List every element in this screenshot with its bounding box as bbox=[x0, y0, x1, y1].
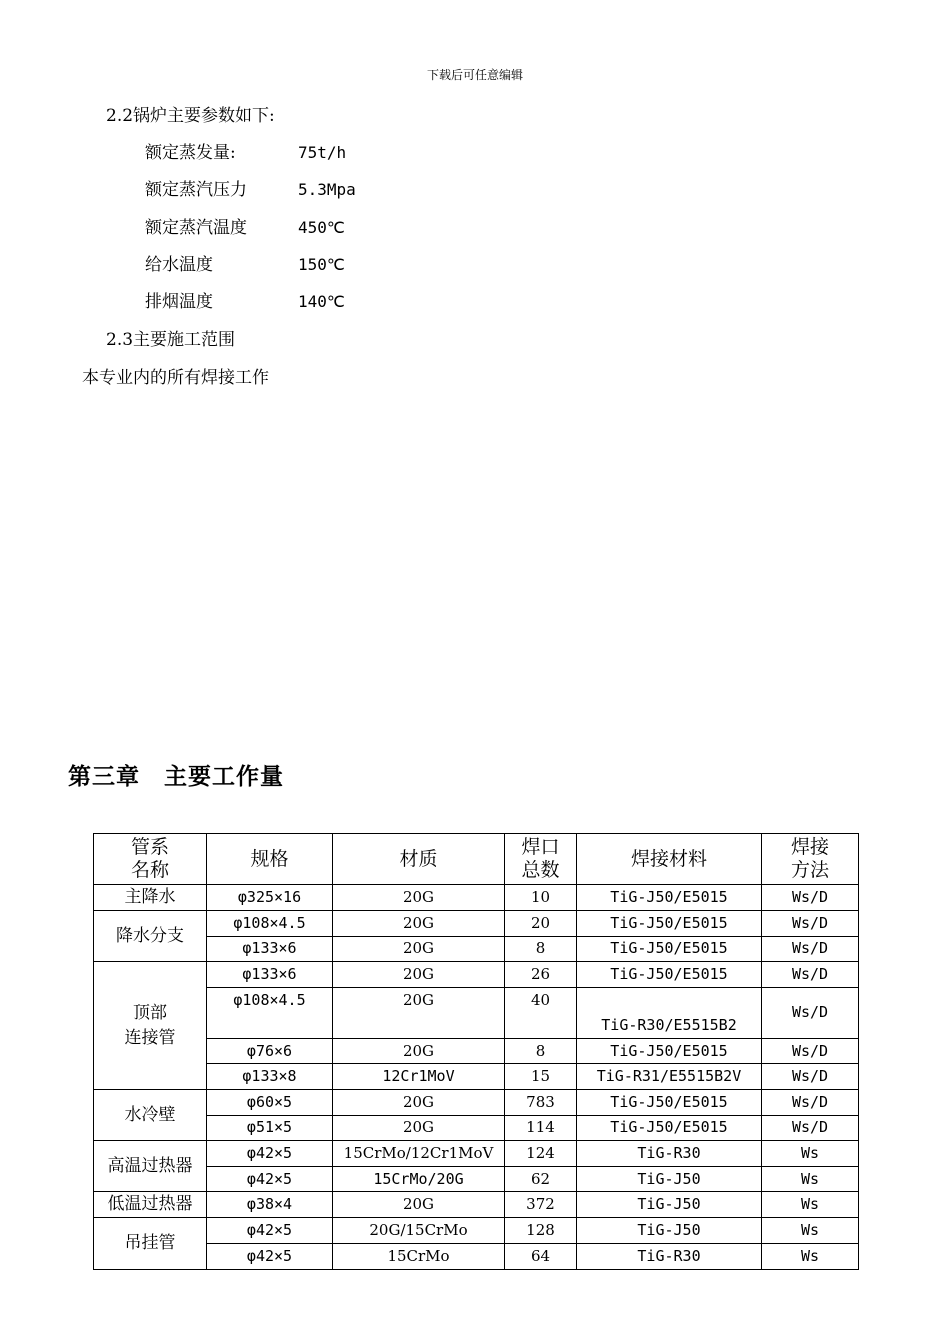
method-cell: Ws/D bbox=[762, 962, 859, 988]
count-cell: 8 bbox=[505, 936, 577, 962]
header-system: 管系 名称 bbox=[94, 834, 207, 885]
page-header: 下载后可任意编辑 bbox=[426, 68, 523, 82]
method-cell: Ws bbox=[762, 1166, 859, 1192]
section-2-3-text: 本专业内的所有焊接工作 bbox=[82, 368, 269, 388]
header-weld-material: 焊接材料 bbox=[577, 834, 762, 885]
header-material: 材质 bbox=[333, 834, 505, 885]
table-row bbox=[94, 1141, 859, 1167]
material-cell: 20G bbox=[333, 885, 505, 911]
method-cell: Ws/D bbox=[762, 1089, 859, 1115]
spec-cell: φ42×5 bbox=[207, 1141, 333, 1167]
method-cell: Ws/D bbox=[762, 1038, 859, 1064]
material-cell: 20G/15CrMo bbox=[333, 1218, 505, 1244]
material-cell: 20G bbox=[333, 1038, 505, 1064]
weld-cell: TiG-J50/E5015 bbox=[577, 1089, 762, 1115]
table-row bbox=[94, 911, 859, 937]
method-cell: Ws/D bbox=[762, 1064, 859, 1090]
spec-cell: φ38×4 bbox=[207, 1192, 333, 1218]
table-row bbox=[94, 1115, 859, 1141]
weld-cell: TiG-R30 bbox=[577, 1141, 762, 1167]
count-cell: 62 bbox=[505, 1166, 577, 1192]
param-value: 75t/h bbox=[298, 143, 347, 162]
count-cell: 15 bbox=[505, 1064, 577, 1090]
section-2-2-heading: 2.2锅炉主要参数如下: bbox=[106, 106, 275, 126]
material-cell: 20G bbox=[333, 1089, 505, 1115]
method-cell: Ws bbox=[762, 1218, 859, 1244]
method-cell: Ws/D bbox=[762, 885, 859, 911]
param-name: 排烟温度 bbox=[145, 292, 213, 312]
table-row bbox=[94, 987, 859, 1038]
material-cell: 20G bbox=[333, 1115, 505, 1141]
spec-cell: φ76×6 bbox=[207, 1038, 333, 1064]
table-row bbox=[94, 936, 859, 962]
count-cell: 10 bbox=[505, 885, 577, 911]
header-method: 焊接 方法 bbox=[762, 834, 859, 885]
param-name: 额定蒸发量: bbox=[145, 143, 236, 163]
material-cell: 15CrMo/20G bbox=[333, 1166, 505, 1192]
spec-cell: φ133×8 bbox=[207, 1064, 333, 1090]
param-name: 额定蒸汽压力 bbox=[145, 180, 247, 200]
group-cell: 顶部 连接管 bbox=[94, 962, 207, 1090]
weld-cell: TiG-J50 bbox=[577, 1192, 762, 1218]
material-cell: 20G bbox=[333, 1192, 505, 1218]
count-cell: 20 bbox=[505, 911, 577, 937]
method-cell: Ws bbox=[762, 1192, 859, 1218]
weld-cell: TiG-R30 bbox=[577, 1243, 762, 1269]
material-cell: 12Cr1MoV bbox=[333, 1064, 505, 1090]
workload-table bbox=[93, 833, 859, 1270]
count-cell: 783 bbox=[505, 1089, 577, 1115]
method-cell: Ws/D bbox=[762, 987, 859, 1038]
count-cell: 128 bbox=[505, 1218, 577, 1244]
spec-cell: φ325×16 bbox=[207, 885, 333, 911]
weld-cell: TiG-R31/E5515B2V bbox=[577, 1064, 762, 1090]
material-cell: 20G bbox=[333, 962, 505, 988]
method-cell: Ws bbox=[762, 1243, 859, 1269]
spec-cell: φ51×5 bbox=[207, 1115, 333, 1141]
material-cell: 20G bbox=[333, 987, 505, 1038]
section-2-3-heading: 2.3主要施工范围 bbox=[106, 330, 236, 350]
count-cell: 8 bbox=[505, 1038, 577, 1064]
table-row bbox=[94, 1089, 859, 1115]
param-value: 450℃ bbox=[298, 218, 345, 237]
count-cell: 372 bbox=[505, 1192, 577, 1218]
header-spec: 规格 bbox=[207, 834, 333, 885]
spec-cell: φ60×5 bbox=[207, 1089, 333, 1115]
method-cell: Ws/D bbox=[762, 911, 859, 937]
table-row bbox=[94, 1218, 859, 1244]
spec-cell: φ108×4.5 bbox=[207, 911, 333, 937]
table-row bbox=[94, 1038, 859, 1064]
chapter-number: 第三章 bbox=[68, 764, 140, 790]
spec-cell: φ133×6 bbox=[207, 936, 333, 962]
param-value: 150℃ bbox=[298, 255, 345, 274]
weld-cell: TiG-J50/E5015 bbox=[577, 885, 762, 911]
material-cell: 15CrMo/12Cr1MoV bbox=[333, 1141, 505, 1167]
spec-cell: φ42×5 bbox=[207, 1243, 333, 1269]
weld-cell: TiG-J50 bbox=[577, 1218, 762, 1244]
param-value: 140℃ bbox=[298, 292, 345, 311]
spec-cell: φ42×5 bbox=[207, 1166, 333, 1192]
table-row bbox=[94, 962, 859, 988]
weld-cell: TiG-J50 bbox=[577, 1166, 762, 1192]
table-row bbox=[94, 1192, 859, 1218]
weld-cell: TiG-J50/E5015 bbox=[577, 911, 762, 937]
header-joints: 焊口 总数 bbox=[505, 834, 577, 885]
count-cell: 40 bbox=[505, 987, 577, 1038]
table-row bbox=[94, 885, 859, 911]
method-cell: Ws/D bbox=[762, 936, 859, 962]
param-name: 额定蒸汽温度 bbox=[145, 218, 247, 238]
count-cell: 64 bbox=[505, 1243, 577, 1269]
weld-cell: TiG-J50/E5015 bbox=[577, 1115, 762, 1141]
chapter-name: 主要工作量 bbox=[164, 764, 284, 790]
group-cell: 水冷壁 bbox=[94, 1089, 207, 1140]
group-cell: 降水分支 bbox=[94, 911, 207, 962]
group-cell: 吊挂管 bbox=[94, 1218, 207, 1269]
spec-cell: φ133×6 bbox=[207, 962, 333, 988]
table-row bbox=[94, 1243, 859, 1269]
param-name: 给水温度 bbox=[145, 255, 213, 275]
method-cell: Ws/D bbox=[762, 1115, 859, 1141]
param-value: 5.3Mpa bbox=[298, 180, 356, 199]
chapter-title bbox=[68, 758, 284, 791]
weld-cell: TiG-J50/E5015 bbox=[577, 1038, 762, 1064]
spec-cell: φ42×5 bbox=[207, 1218, 333, 1244]
group-cell: 高温过热器 bbox=[94, 1141, 207, 1192]
weld-cell: TiG-J50/E5015 bbox=[577, 936, 762, 962]
material-cell: 15CrMo bbox=[333, 1243, 505, 1269]
table-row bbox=[94, 1064, 859, 1090]
material-cell: 20G bbox=[333, 936, 505, 962]
count-cell: 124 bbox=[505, 1141, 577, 1167]
group-cell: 低温过热器 bbox=[94, 1192, 207, 1218]
material-cell: 20G bbox=[333, 911, 505, 937]
table-header-row bbox=[94, 834, 859, 885]
count-cell: 114 bbox=[505, 1115, 577, 1141]
method-cell: Ws bbox=[762, 1141, 859, 1167]
weld-cell: TiG-J50/E5015 bbox=[577, 962, 762, 988]
weld-cell: TiG-R30/E5515B2 bbox=[577, 987, 762, 1038]
table-row bbox=[94, 1166, 859, 1192]
count-cell: 26 bbox=[505, 962, 577, 988]
spec-cell: φ108×4.5 bbox=[207, 987, 333, 1038]
group-cell: 主降水 bbox=[94, 885, 207, 911]
